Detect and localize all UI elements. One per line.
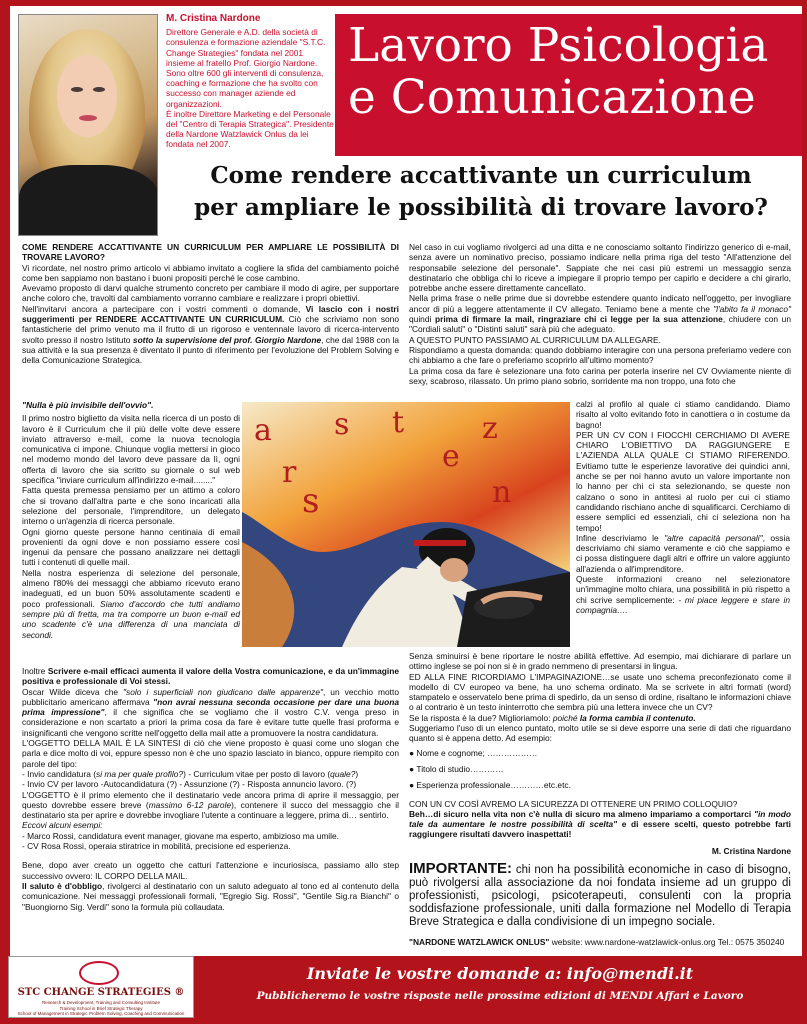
author-name: M. Cristina Nardone bbox=[166, 13, 261, 24]
paragraph: Infine descriviamo le "altre capacità personali", ossia descriviamo chi siamo veramente e ciò che sappiamo e ci possa distinguere dagli altri e offrire un valore aggiunto all'azienda o all'imprenditore. bbox=[576, 532, 790, 574]
bio-text: Direttore Generale e A.D. della società di consulenza e formazione aziendale "S.T.C. Change Strategies" fondata nel 2001 insieme al fratello Prof. Giorgio Nardone. Sono oltre 600 gli interventi di consulenza, coaching e formazione che ha svolto con successo con manager aziende ed organizzazioni. bbox=[166, 27, 326, 109]
title-line-2: e Comunicazione bbox=[348, 70, 756, 125]
section-heading: "Nulla è più invisibile dell'ovvio". bbox=[22, 400, 154, 410]
list-item: ● Nome e cognome; ……………… bbox=[409, 748, 791, 758]
subtitle-line-1: Come rendere accattivante un curriculum bbox=[210, 162, 752, 189]
paragraph: La prima cosa da fare è selezionare una foto carina per poterla inserire nel CV Ovviamente niente di sexy, scabroso, rilassato. Un primo piano sobrio, sorridente ma non troppo, una foto che bbox=[409, 365, 791, 386]
paragraph: CON UN CV COSÌ AVREMO LA SICUREZZA DI OTTENERE UN PRIMO COLLOQUIO? bbox=[409, 798, 738, 809]
author-bio bbox=[166, 14, 334, 150]
illustration bbox=[242, 402, 570, 647]
signature: M. Cristina Nardone bbox=[711, 845, 791, 856]
onlus-contact: "NARDONE WATZLAWICK ONLUS" website: www.nardone-watzlawick-onlus.org Tel.: 0575 350240 bbox=[409, 937, 785, 948]
list-item: - CV Rosa Rossi, operaia stiratrice in mobilità, precisione ed esperienza. bbox=[22, 841, 291, 852]
paragraph: Il saluto è d'obbligo, rivolgerci al destinatario con un saluto adeguato al tono ed al contenuto della comunicazione. Nei messaggi professionali formali, "Egregio Sig. Rossi", "Gentile Sig.ra Bianchi" o "Buongiorno Sig. Verdi" sono la formula più collaudata. bbox=[22, 880, 399, 912]
list-item: ● Esperienza professionale…………etc.etc. bbox=[409, 780, 791, 790]
typewriter-illustration bbox=[242, 402, 570, 647]
article-column-right-bottom bbox=[409, 651, 791, 947]
letter-s: s bbox=[334, 407, 350, 442]
paragraph: L'OGGETTO è il primo elemento che il destinatario vede ancora prima di aprire il messaggio, per questo dovrebbe essere breve (massimo 6-12 parole), contenere il succo del messaggio che il destinatario sta per aprire e dovrebbe invogliare l'utente a continuare a leggere, prima di… sentirlo. bbox=[22, 789, 400, 821]
paragraph: calzi al profilo al quale ci stiamo candidando. Diamo risalto al volto evitando foto in canottiera o in costume da bagno! bbox=[576, 399, 790, 430]
article-subtitle bbox=[160, 160, 802, 224]
paragraph: Se la risposta è la due? Miglioriamolo: poiché la forma cambia il contenuto. bbox=[409, 712, 696, 723]
author-photo bbox=[18, 14, 158, 236]
newspaper-page bbox=[10, 6, 802, 956]
letter-r: r bbox=[282, 455, 297, 490]
logo-emblem-icon bbox=[79, 961, 119, 985]
list-item: - Invio candidatura (si ma per quale profilo?) - Curriculum vitae per posto di lavoro (quale?) bbox=[22, 768, 359, 779]
letter-n: n bbox=[492, 475, 512, 510]
paragraph: Il primo nostro biglietto da visita nella ricerca di un posto di lavoro è il Curriculum che il più delle volte deve essere inviato attraverso e-mail, come la nuova tecnologia comunicativa ci impone. Chiunque voglia mettersi in gioco nel moderno mondo del lavoro deve passare da lì, ogni offerta di lavoro che sia scritto su giornale o sul web specifica "inviare curriculum all'indirizzo e-mail........" bbox=[22, 413, 240, 486]
page-title bbox=[348, 20, 798, 124]
paragraph: Suggeriamo l'uso di un elenco puntato, molto utile se si deve esporre una serie di dati che riguardano quanto si è appena detto. Ad esempio: bbox=[409, 723, 791, 744]
article-column-left-bottom bbox=[22, 666, 399, 912]
letter-e: e bbox=[442, 439, 460, 474]
paragraph: PER UN CV CON I FIOCCHI CERCHIAMO DI AVERE CHIARO L'OBIETTIVO DA RAGGIUNGERE E L'AZIENDA ALLA QUALE CI STIAMO RIFERENDO. Evitiamo tutte le esperienze lavorative dei quindici anni, anche se per noi hanno avuto un valore importante non lo hanno per chi ci sta selezionando, se queste non calzano o sono in antitesi al ruolo per cui ci stiamo candidando rischiano anche di squalificarci. Cerchiamo di essere semplici ed essenziali, chi ci seleziona non ha tempo! bbox=[576, 429, 790, 533]
paragraph: A QUESTO PUNTO PASSIAMO AL CURRICULUM DA ALLEGARE. bbox=[409, 334, 661, 345]
bio-text-2: È inoltre Direttore Marketing e del Personale del "Centro di Terapia Strategica". Presidente della Nardone Watzlawick Onlus da lei fondata nel 2007. bbox=[166, 108, 334, 150]
letter-s-2: s bbox=[302, 481, 320, 521]
logo-subtitle: Research & Development, Training and Consulting Institute Training School in Brief Strategic Therapy School of Management in Strategic Problem Solving, Coaching and Communication bbox=[17, 1000, 185, 1017]
paragraph: L'OGGETTO DELLA MAIL È LA SINTESI di ciò che viene proposto è quasi come uno slogan che parla e dice molto di voi, eppure spesso non è che uno spazio lasciato in bianco, oppure riempito con parole del tipo: bbox=[22, 738, 399, 769]
paragraph: Beh…di sicuro nella vita non c'è nulla di sicuro ma almeno impariamo a comportarci "in modo tale da aumentare le nostre possibilità di scelta" e di essere scelti, questo potrebbe farti raggiungere risultati davvero inaspettati! bbox=[409, 808, 791, 840]
paragraph: Nella prima frase o nelle prime due si dovrebbe estendere quanto indicato nell'oggetto, per invogliare ancor di più a leggere attentamente il CV allegato. Teniamo bene a mente che "l'abito fa il monaco" quindi prima di firmare la mail, ringraziare chi ci legge per la sua attenzione, chiudere con un "Cordiali saluti" o "Distinti saluti" sarà più che adeguato. bbox=[409, 293, 791, 335]
article-column-right-narrow bbox=[576, 399, 790, 615]
title-line-1: Lavoro Psicologia bbox=[348, 18, 769, 73]
paragraph: ED ALLA FINE RICORDIAMO L'IMPAGINAZIONE…se usate uno schema preconfezionato come il modello di CV europeo va bene, ha uno schema ordinato. Ma se scrivete in altri formati (word) stampatelo e osservatelo bene prima di spedirlo, da un senso di ordine, risaltano le informazioni chiave o al contrario è un testo ininterrotto che sembra più una lettera invece che un CV? bbox=[409, 671, 791, 713]
paragraph: Vi ricordate, nel nostro primo articolo vi abbiamo invitato a cogliere la sfida del cambiamento poiché come ben sappiamo non bastano i buoni propositi perché le cose cambino. bbox=[22, 262, 399, 283]
logo-name: STC CHANGE STRATEGIES ® bbox=[17, 987, 185, 998]
list-item: - Marco Rossi, candidatura event manager, giovane ma esperto, ambizioso ma umile. bbox=[22, 830, 340, 841]
article-heading: COME RENDERE ACCATTIVANTE UN CURRICULUM PER AMPLIARE LE POSSIBILITÀ DI TROVARE LAVORO? bbox=[22, 242, 399, 263]
article-column-right-top bbox=[409, 242, 791, 386]
paragraph: Avevamo proposto di darvi qualche strumento concreto per cambiare il modo di agire, per supportare anche coloro che, travolti dal cambiamento vorranno cambiare e realizzare i propri obiettivi. bbox=[22, 283, 399, 304]
list-item: - Invio CV per lavoro -Autocandidatura (?) - Assunzione (?) - Risposta annuncio lavoro. (?) bbox=[22, 779, 357, 790]
paragraph: Nella nostra esperienza di selezione del personale, almeno l'80% dei messaggi che abbiamo ricevuto erano inadeguati, ed un buon 50% assolutamente scadenti e poco professionali. Siamo d'accordo che tutti andiamo sempre più di fretta, ma tra comporre un buon e-mail ed uno scadente c'è una differenza di una manciata di secondi. bbox=[22, 567, 240, 640]
paragraph: Nel caso in cui vogliamo rivolgerci ad una ditta e ne conosciamo soltanto l'indirizzo generico di e-mail, senza avere un nominativo preciso, possiamo indicare nella prima riga del testo "All'attenzione del responsabile selezione del personale". Sappiate che nei casi più estremi un messaggio senza destinatario che obbliga chi lo riceve a impiegare il proprio tempo per capirlo e decidere a chi girarlo, potrebbe anche essere direttamente cancellato. bbox=[409, 242, 791, 294]
subtitle-line-2: per ampliare le possibilità di trovare lavoro? bbox=[194, 194, 768, 221]
paragraph: Senza sminuirsi è bene riportare le nostre abilità effettive. Ad esempio, mai dichiarare di parlare un ottimo inglese se poi non si è in grado nemmeno di presentarsi in lingua. bbox=[409, 651, 791, 672]
paragraph: Nell'invitarvi ancora a partecipare con i vostri commenti o domande, Vi lascio con i nostri suggerimenti per RENDERE ACCATTIVANTE UN CURRICULUM. Ciò che scriviamo non sono fantasticherie del primo venuto ma il frutto di un rigoroso e ventennale lavoro di ricerca-intervento svolto presso il nostro Istituto sotto la supervisione del prof. Giorgio Nardone, che dal 1988 con la sua attività e la sua presenza è diventato il punto di riferimento per l'evoluzione del Problem Solving e della Comunicazione Strategica. bbox=[22, 303, 400, 366]
paragraph: Ogni giorno queste persone hanno centinaia di email provenienti da ogni dove e non possiamo essere così ingenui da pensare che possano analizzare nei dettagli tutti i contenuti di quelle mail. bbox=[22, 526, 240, 568]
footer-contact: Inviate le vostre domande a: info@mendi.it bbox=[306, 964, 694, 983]
paragraph: Oscar Wilde diceva che "solo i superficiali non giudicano dalle apparenze", un vecchio motto pubblicitario americano affermava "non avrai nessuna seconda occasione per dare una buona prima impressione", il che significa che se vogliamo che il vostro C.V. venga preso in considerazione e non scartato a priori la prima cosa da fare è evitare tutte quelle frasi proforma e insignificanti che vengono scritte nell'oggetto della mail atte a promuovere la nostra candidatura. bbox=[22, 686, 399, 738]
letter-z: z bbox=[482, 411, 498, 446]
list-item: ● Titolo di studio………… bbox=[409, 764, 791, 774]
examples-heading: Eccovi alcuni esempi: bbox=[22, 820, 103, 831]
important-notice: IMPORTANTE: chi non ha possibilità economiche in caso di bisogno, può rivolgersi alla associazione da noi fondata insieme ad un gruppo di professionisti, psicologi, psicoterapeuti, consulenti con la propria soddisfazione professionale, uniti dalla formazione nel Modello di Terapia Breve Strategica e dalla condivisione di un impegno sociale. bbox=[409, 860, 791, 929]
footer-note: Pubblicheremo le vostre risposte nelle prossime edizioni di MENDI Affari e Lavoro bbox=[256, 990, 744, 1002]
article-column-narrow bbox=[22, 400, 240, 640]
stc-logo bbox=[8, 956, 194, 1018]
paragraph: Rispondiamo a questa domanda: quando dobbiamo interagire con una persona preferiamo vedere con chi abbiamo a che fare o preferiamo scoprirlo all'ultimo momento? bbox=[409, 344, 791, 366]
letter-t: t bbox=[392, 405, 405, 440]
paragraph: Queste informazioni creano nel selezionatore un'immagine molto chiara, una possibilità in più rispetto a chi scrive semplicemente: - mi piace leggere e stare in compagnia…. bbox=[576, 574, 790, 615]
article-intro bbox=[22, 242, 399, 366]
paragraph: Bene, dopo aver creato un oggetto che catturi l'attenzione e incuriosisca, passiamo allo step successivo ovvero: IL CORPO DELLA MAIL. bbox=[22, 860, 399, 881]
paragraph: Inoltre Scrivere e-mail efficaci aumenta il valore della Vostra comunicazione, e da un'immagine positiva e professionale di Voi stessi. bbox=[22, 666, 399, 687]
letter-a: a bbox=[254, 413, 272, 448]
paragraph: Fatta questa premessa pensiamo per un attimo a coloro che si trovano dall'altra parte e che sono incaricati alla selezione del personale, l'imprenditore, un delegato interno o un'agenzia di ricerca personale. bbox=[22, 485, 240, 527]
